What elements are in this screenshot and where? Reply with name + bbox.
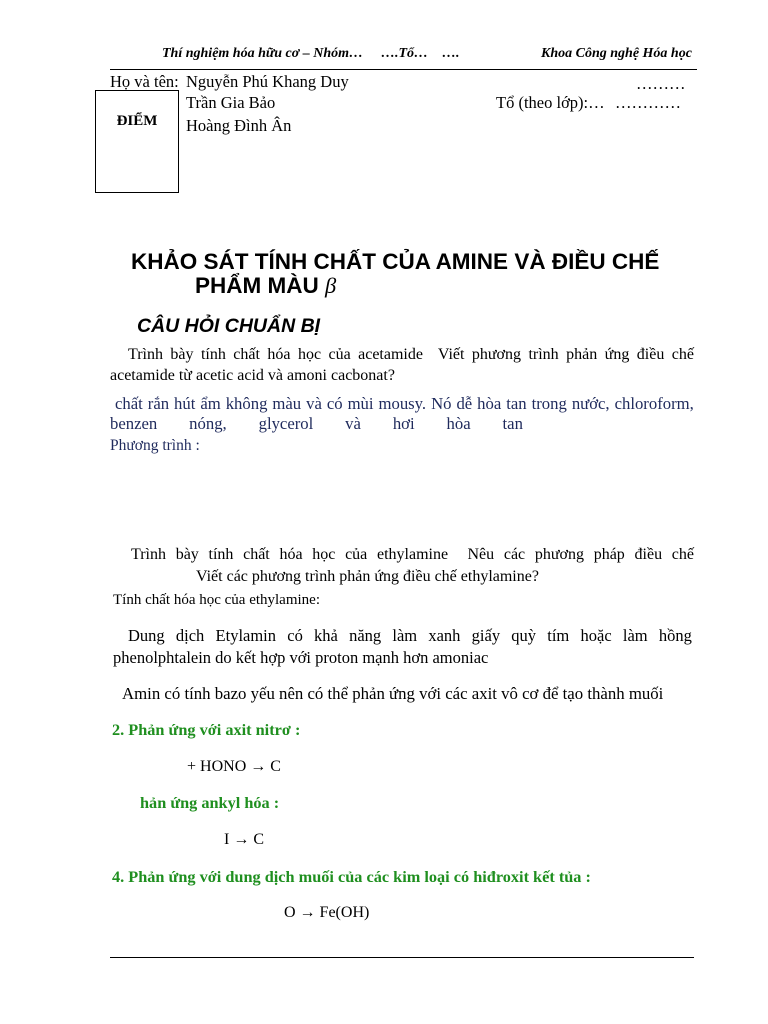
word: glycerol: [258, 414, 314, 433]
answer-1-line-2: [110, 414, 523, 434]
word: nóng,: [189, 414, 227, 433]
score-box: [95, 90, 179, 193]
word: Nêu: [467, 546, 495, 563]
word: Viết: [437, 346, 465, 363]
header-course: Thí nghiệm hóa hữu cơ – Nhóm…: [162, 46, 364, 61]
word: phản: [566, 346, 598, 363]
word: hóa: [267, 346, 291, 363]
footer-rule: [110, 957, 694, 958]
word: tính: [208, 546, 234, 563]
word: tính: [200, 346, 226, 363]
word: tím: [547, 626, 570, 645]
word: hòa: [477, 394, 502, 413]
word: điều: [636, 346, 665, 363]
member-name-1: Nguyễn Phú Khang Duy: [186, 72, 349, 91]
answer-2-para-1-line-2: phenolphtalein do kết hợp với proton mạnh hơn amoniac: [113, 648, 489, 667]
word: hóa: [279, 546, 303, 563]
beta-symbol: β: [325, 273, 337, 298]
word: khả: [314, 626, 338, 645]
word: của: [345, 546, 368, 563]
word: không: [225, 394, 268, 413]
word: quỳ: [511, 626, 537, 645]
answer-2-subheading: Tính chất hóa học của ethylamine:: [113, 592, 321, 608]
word: chloroform,: [614, 394, 694, 413]
word: Dung: [128, 626, 165, 645]
member-name-2: Trần Gia Bảo: [186, 93, 276, 112]
word: trình: [528, 346, 559, 363]
word: trong: [531, 394, 567, 413]
word: hơi: [392, 414, 415, 433]
word: ethylamine: [376, 546, 449, 563]
word: có: [287, 626, 303, 645]
question-1-line-2: acetamide từ acetic acid và amoni cacbonat?: [110, 367, 395, 384]
word: Etylamin: [215, 626, 277, 645]
word: dễ: [456, 394, 473, 413]
word: Trình: [128, 346, 163, 363]
reaction-3-equation: I → C: [224, 831, 264, 848]
word: màu: [272, 394, 302, 413]
word: chất: [115, 394, 143, 413]
question-1-line-1: [128, 345, 694, 365]
name-dots: ………: [636, 74, 686, 93]
member-name-3: Hoàng Đình Ân: [186, 116, 292, 135]
answer-1-line-1: [115, 394, 694, 414]
header-trail: ….: [442, 46, 460, 61]
word: hồng: [658, 626, 692, 645]
word: ẩm: [200, 394, 221, 413]
equation-label: Phương trình :: [110, 437, 200, 454]
word: tan: [506, 394, 527, 413]
page-title-line-1: KHẢO SÁT TÍNH CHẤT CỦA AMINE VÀ ĐIỀU CHẾ: [131, 249, 660, 274]
word: học: [312, 546, 336, 563]
reaction-2-heading: 2. Phản ứng với axit nitrơ :: [112, 720, 301, 739]
word: chất: [233, 346, 260, 363]
name-label: Họ và tên:: [110, 72, 179, 91]
class-dots: …………: [615, 93, 681, 112]
class-label: Tổ (theo lớp):…: [496, 93, 605, 112]
word: phương: [534, 546, 584, 563]
word: rắn: [147, 394, 170, 413]
word: của: [328, 346, 351, 363]
word: hút: [174, 394, 196, 413]
word: pháp: [593, 546, 625, 563]
word: mùi: [347, 394, 374, 413]
word: xanh: [428, 626, 461, 645]
reaction-2-equation: + HONO → C: [187, 758, 281, 775]
word: có: [326, 394, 343, 413]
word: phương: [471, 346, 522, 363]
word: mousy.: [378, 394, 427, 413]
word: bày: [170, 346, 194, 363]
word: ứng: [604, 346, 630, 363]
word: hòa: [446, 414, 471, 433]
word: chế: [671, 546, 694, 563]
word: chế: [671, 346, 694, 363]
answer-2-para-1-line-1: [128, 626, 692, 646]
header-group: ….Tổ…: [381, 46, 429, 61]
reaction-3-heading: hản ứng ankyl hóa :: [140, 793, 280, 812]
word: giấy: [471, 626, 501, 645]
reaction-4-heading: 4. Phản ứng với dung dịch muối của các kim loại có hiđroxit kết tủa :: [112, 867, 591, 886]
word: Trình: [131, 546, 166, 563]
word: benzen: [110, 414, 158, 433]
word: acetamide: [358, 346, 423, 363]
word: bày: [175, 546, 199, 563]
score-label: ĐIỂM: [116, 113, 158, 129]
word: chất: [243, 546, 270, 563]
word: và: [306, 394, 322, 413]
word: nước,: [571, 394, 610, 413]
word: và: [345, 414, 361, 433]
page-title-line-2-text: PHẨM MÀU: [195, 273, 319, 298]
word: làm: [392, 626, 418, 645]
word: tan: [502, 414, 523, 433]
reaction-4-equation: O → Fe(OH): [284, 904, 370, 921]
page-title-line-2: [195, 272, 336, 300]
word: hoặc: [580, 626, 612, 645]
word: học: [297, 346, 322, 363]
header-faculty: Khoa Công nghệ Hóa học: [541, 46, 692, 61]
word: năng: [349, 626, 382, 645]
word: các: [503, 546, 526, 563]
question-2-line-1: [131, 545, 694, 565]
answer-2-para-2: Amin có tính bazo yếu nên có thể phản ứng với các axit vô cơ để tạo thành muối: [122, 684, 664, 703]
header-rule: [110, 69, 697, 70]
word: dịch: [175, 626, 205, 645]
word: làm: [622, 626, 648, 645]
word: Nó: [431, 394, 452, 413]
word: điều: [634, 546, 663, 563]
section-heading: CÂU HỎI CHUẨN BỊ: [137, 315, 321, 337]
question-2-line-2: Viết các phương trình phản ứng điều chế ethylamine?: [196, 568, 539, 585]
